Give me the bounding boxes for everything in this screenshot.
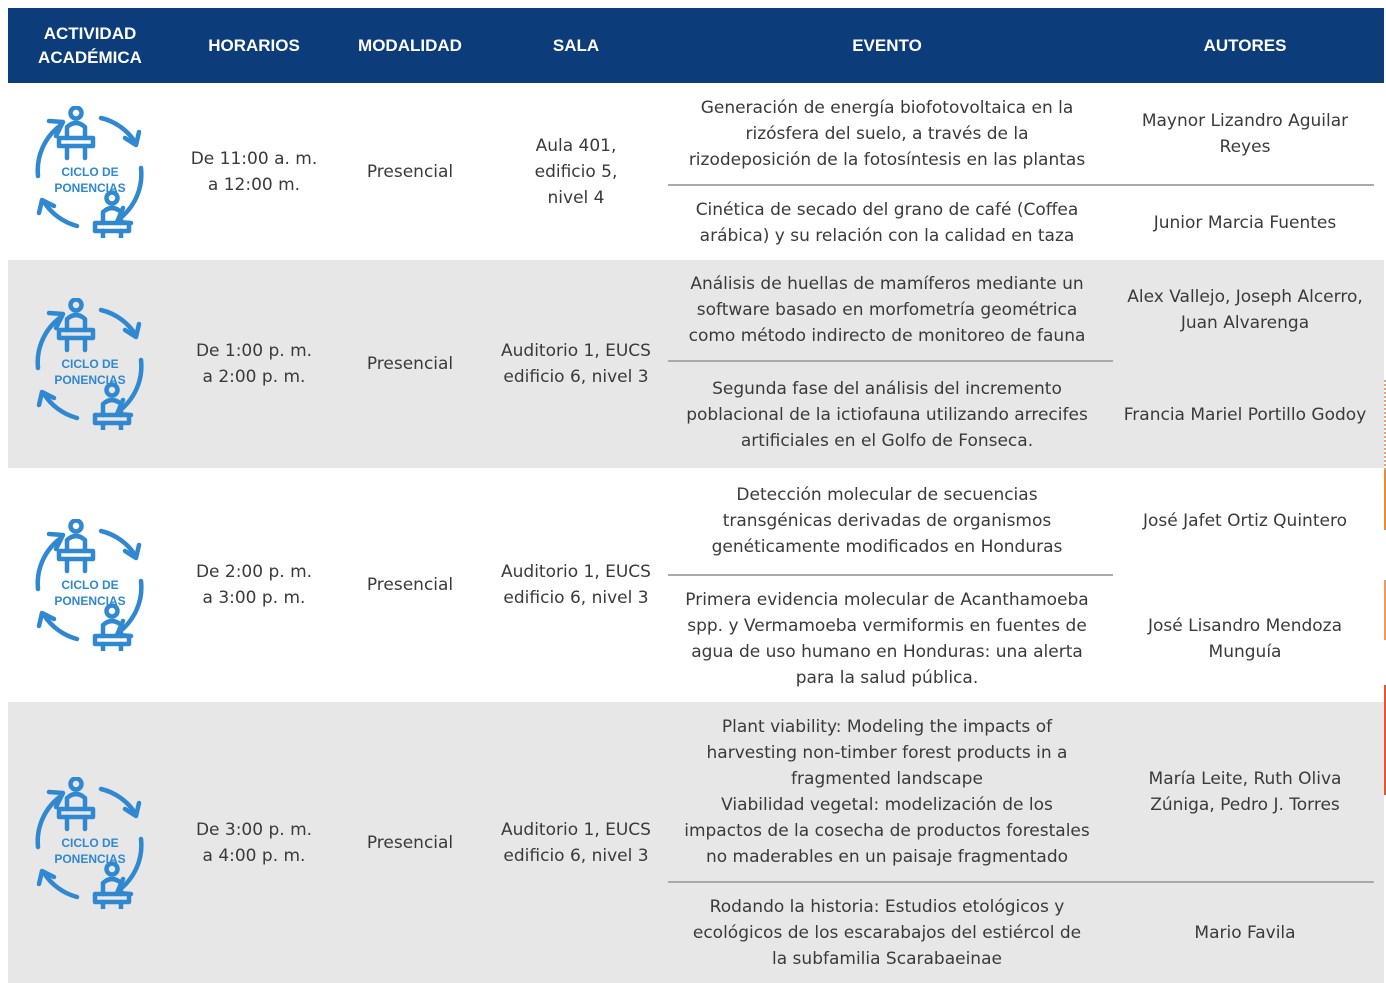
event-title-text [689, 95, 1085, 173]
event-title [668, 883, 1106, 983]
event-authors-text [1143, 508, 1347, 534]
event-authors-line: José Jafet Ortiz Quintero [1143, 511, 1347, 531]
room-text [501, 817, 651, 869]
event-title-text [686, 376, 1088, 454]
event-authors-line: José Lisandro Mendoza [1147, 616, 1343, 636]
event-title-text [693, 894, 1081, 972]
time-slot-line: a 2:00 p. m. [202, 367, 306, 387]
time-slot-text [196, 817, 312, 869]
event-authors-line: Mario Favila [1194, 923, 1296, 943]
event-title-line: fragmented landscape [791, 768, 983, 789]
activity-cell [8, 260, 172, 468]
event-authors-text [1142, 108, 1348, 160]
activity-cell [8, 702, 172, 983]
event-authors-text [1149, 766, 1342, 818]
event-authors-text [1127, 284, 1363, 336]
event-title-line: Plant viability: Modeling the impacts of [721, 716, 1053, 737]
time-slot [172, 702, 336, 983]
time-slot-line: De 11:00 a. m. [190, 148, 318, 169]
event-title [668, 362, 1106, 468]
time-slot-line: De 2:00 p. m. [195, 562, 313, 582]
room-line: edificio 6, nivel 3 [503, 845, 649, 866]
modality: Presencial [366, 575, 454, 595]
event-title-line: para la salud pública. [795, 668, 979, 688]
time-slot [172, 468, 336, 702]
event-title-line: Análisis de huellas de mamíferos mediante un [690, 274, 1084, 294]
event-title-line: artificiales en el Golfo de Fonseca. [740, 431, 1034, 451]
icon-label-line2: PONENCIAS [54, 373, 126, 387]
event-title-text [712, 482, 1063, 560]
room-line: Auditorio 1, EUCS [501, 562, 651, 582]
header-horarios: HORARIOS [208, 35, 300, 55]
room-text [501, 559, 651, 611]
event-title-line: rizósfera del suelo, a través de la [745, 123, 1029, 144]
room-line: edificio 6, nivel 3 [503, 588, 649, 608]
event-authors-line: Juan Alvarenga [1180, 313, 1310, 333]
event-authors-text [1148, 613, 1342, 665]
event-title-line: genéticamente modificados en Honduras [711, 537, 1063, 557]
event-title [668, 576, 1106, 702]
header-evento: EVENTO [852, 35, 922, 55]
icon-label-line1: CICLO DE [61, 164, 119, 179]
event-title-line: arábica) y su relación con la calidad en taza [699, 226, 1075, 246]
event-title-line: spp. y Vermamoeba vermiformis en fuentes de [687, 616, 1087, 636]
event-authors [1106, 260, 1384, 360]
time-slot-text [196, 338, 312, 390]
time-slot-line: a 12:00 m. [207, 174, 301, 195]
activity-cell [8, 468, 172, 702]
modality: Presencial [366, 354, 454, 374]
event-title-line: Detección molecular de secuencias [736, 485, 1038, 505]
event-title-line: Primera evidencia molecular de Acanthamoeba [685, 590, 1089, 610]
room [484, 83, 668, 260]
event-title [668, 702, 1106, 881]
time-slot [172, 83, 336, 260]
event-authors-line: Francia Mariel Portillo Godoy [1123, 405, 1367, 425]
header-modalidad: MODALIDAD [358, 35, 462, 55]
schedule-table [8, 8, 1384, 983]
event-divider [668, 574, 1113, 576]
event-authors [1106, 468, 1384, 574]
event-title-line: transgénicas derivadas de organismos [722, 511, 1052, 531]
event-divider [668, 881, 1374, 883]
event-authors-text [1124, 402, 1367, 428]
room [484, 702, 668, 983]
event-authors-line: Maynor Lizandro Aguilar [1141, 110, 1349, 131]
time-slot-line: a 3:00 p. m. [202, 588, 306, 608]
icon-label-line1: CICLO DE [61, 578, 119, 592]
ciclo-de-ponencias-icon [31, 519, 149, 651]
edge-accent [1382, 380, 1386, 470]
event-title-text [684, 714, 1090, 870]
event-authors [1106, 362, 1384, 468]
event-authors [1106, 83, 1384, 184]
event-title [668, 83, 1106, 184]
event-title-line: software basado en morfometría geométrica [696, 300, 1078, 320]
table-header [8, 8, 1384, 83]
icon-label-line1: CICLO DE [61, 835, 119, 850]
session-block [8, 260, 1384, 468]
time-slot-line: De 1:00 p. m. [195, 341, 313, 361]
event-authors [1106, 702, 1384, 881]
event-title [668, 260, 1106, 360]
event-title-line: poblacional de la ictiofauna utilizando arrecifes [686, 405, 1088, 425]
icon-label-line2: PONENCIAS [54, 594, 126, 608]
event-title-line: Viabilidad vegetal: modelización de los [721, 794, 1053, 815]
room [484, 468, 668, 702]
event-title-line: no maderables en un paisaje fragmentado [705, 846, 1069, 867]
event-title-line: agua de uso humano en Honduras: una alerta [691, 642, 1083, 662]
event-title-line: Cinética de secado del grano de café (Coffea [695, 200, 1079, 220]
event-title-text [696, 197, 1079, 249]
room-line: edificio 6, nivel 3 [503, 367, 649, 387]
header-actividad [8, 8, 172, 83]
event-title-line: impactos de la cosecha de productos forestales [684, 820, 1090, 841]
event-divider [668, 184, 1374, 186]
room-line: edificio 5, [534, 161, 618, 182]
icon-label-line1: CICLO DE [61, 357, 119, 371]
event-divider [668, 360, 1113, 362]
event-authors-line: Alex Vallejo, Joseph Alcerro, [1127, 287, 1363, 307]
room-text [535, 133, 618, 211]
room-line: nivel 4 [547, 187, 605, 208]
event-authors-line: Munguía [1208, 642, 1282, 662]
event-authors-line: Reyes [1219, 136, 1271, 157]
header-actividad-line1: ACTIVIDAD [43, 23, 137, 43]
icon-label-line2: PONENCIAS [54, 180, 126, 195]
event-title-line: Segunda fase del análisis del incremento [712, 379, 1062, 399]
time-slot-text [191, 146, 318, 198]
event-authors [1106, 883, 1384, 983]
room-line: Auditorio 1, EUCS [501, 341, 651, 361]
room-text [501, 338, 651, 390]
modality: Presencial [366, 832, 454, 853]
session-block [8, 468, 1384, 702]
session-block [8, 83, 1384, 260]
icon-label-line2: PONENCIAS [54, 851, 126, 866]
event-title-line: ecológicos de los escarabajos del estiércol de [692, 923, 1082, 943]
time-slot-line: a 4:00 p. m. [202, 845, 306, 866]
ciclo-de-ponencias-icon [31, 298, 149, 430]
event-authors [1106, 576, 1384, 702]
session-block [8, 702, 1384, 983]
time-slot-text [196, 559, 312, 611]
event-authors-line: María Leite, Ruth Oliva [1148, 768, 1342, 789]
event-title-text [689, 271, 1086, 349]
event-authors-text [1154, 210, 1337, 236]
room [484, 260, 668, 468]
event-authors-line: Zúniga, Pedro J. Torres [1150, 794, 1340, 815]
event-title-text [685, 587, 1088, 691]
event-title [668, 468, 1106, 574]
modality: Presencial [366, 161, 454, 182]
event-title-line: la subfamilia Scarabaeinae [772, 949, 1002, 969]
room-line: Aula 401, [535, 135, 617, 156]
header-autores: AUTORES [1203, 35, 1287, 55]
event-title-line: como método indirecto de monitoreo de fauna [688, 326, 1086, 346]
header-sala: SALA [552, 35, 600, 55]
schedule-body [8, 83, 1384, 983]
ciclo-de-ponencias-icon [31, 106, 149, 238]
activity-cell [8, 83, 172, 260]
time-slot [172, 260, 336, 468]
ciclo-de-ponencias-icon [31, 777, 149, 909]
room-line: Auditorio 1, EUCS [501, 819, 651, 840]
event-authors-line: Junior Marcia Fuentes [1153, 213, 1337, 233]
event-title [668, 186, 1106, 260]
header-actividad-line2: ACADÉMICA [38, 47, 142, 67]
time-slot-line: De 3:00 p. m. [195, 819, 313, 840]
event-authors [1106, 186, 1384, 260]
event-title-line: rizodeposición de la fotosíntesis en las plantas [688, 149, 1086, 170]
event-title-line: Generación de energía biofotovoltaica en la [700, 97, 1074, 118]
event-title-line: Rodando la historia: Estudios etológicos y [709, 897, 1065, 917]
event-authors-text [1194, 920, 1295, 946]
event-title-line: harvesting non-timber forest products in a [706, 742, 1068, 763]
